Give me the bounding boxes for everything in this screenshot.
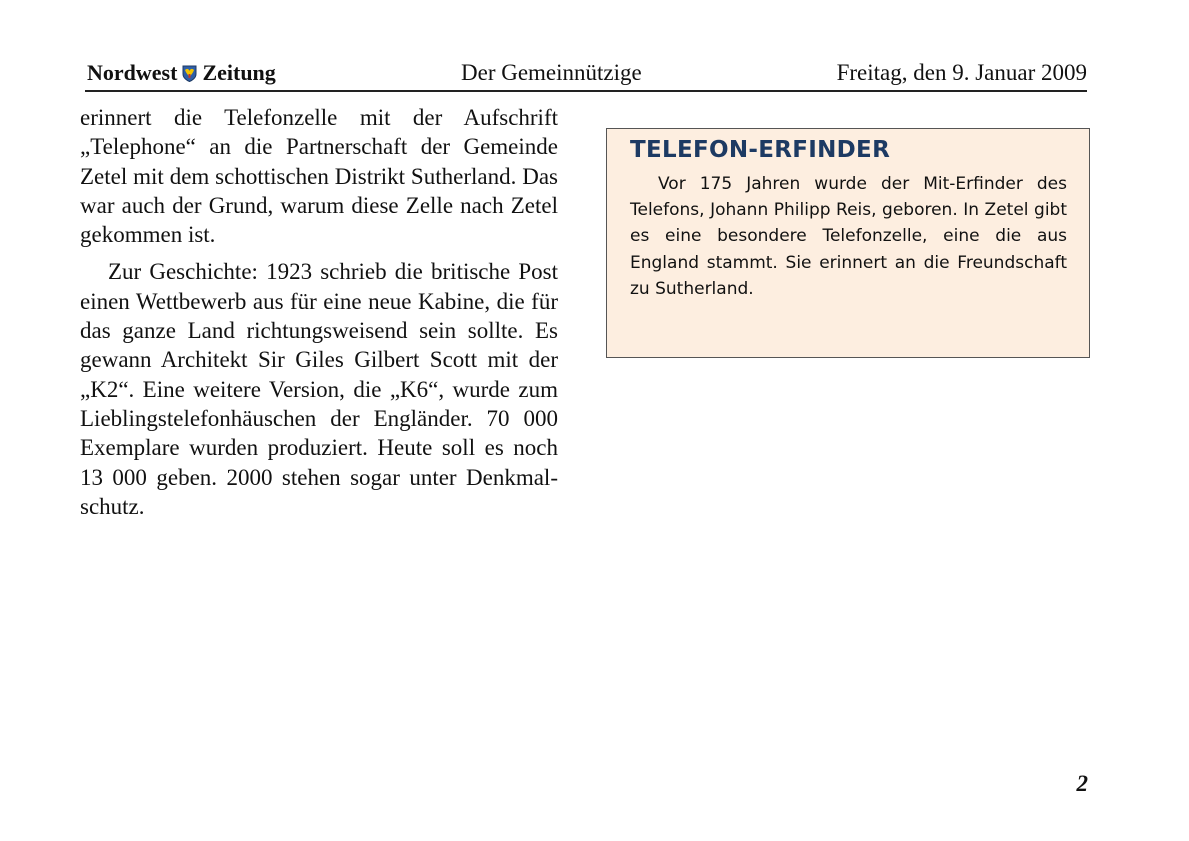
info-box-title: TELEFON-ERFINDER [630,137,891,163]
page-number: 2 [1076,771,1088,796]
coat-of-arms-icon [182,65,197,82]
newspaper-masthead [87,60,276,86]
article-column [80,103,558,521]
masthead-word-left: Nordwest [87,60,178,85]
page-header [85,58,1087,92]
article-paragraph: Zur Geschichte: 1923 schrieb die britische Post einen Wettbewerb aus für eine neue Kabine, die für das ganze Land richtungsweisend sein sollte. Es gewann Architekt Sir Giles Gilbert Scott mit der „K2“. Eine weitere Version, die „K6“, wurde zum Lieblingstelefonhäuschen der Engländer. 70 000 Exemplare wurden produziert. Heute soll es noch 13 000 geben. 2000 stehen sogar unter Denkmalschutz. [80,259,558,519]
article-paragraph: erinnert die Telefonzelle mit der Aufschrift „Telephone“ an die Partnerschaft der Gemeinde Zetel mit dem schottischen Distrikt Sutherland. Das war auch der Grund, warum diese Zelle nach Zetel gekommen ist. [80,105,558,248]
section-title: Der Gemeinnützige [461,60,642,85]
info-box-text: Vor 175 Jahren wurde der Mit-Erfinder des Telefons, Johann Philipp Reis, geboren. In Zetel gibt es eine besondere Telefonzelle, eine die aus England stammt. Sie erinnert an die Freundschaft zu Sutherland. [630,174,1067,299]
issue-date: Freitag, den 9. Januar 2009 [836,60,1087,85]
info-box [606,128,1090,358]
masthead-word-right: Zeitung [202,60,276,85]
